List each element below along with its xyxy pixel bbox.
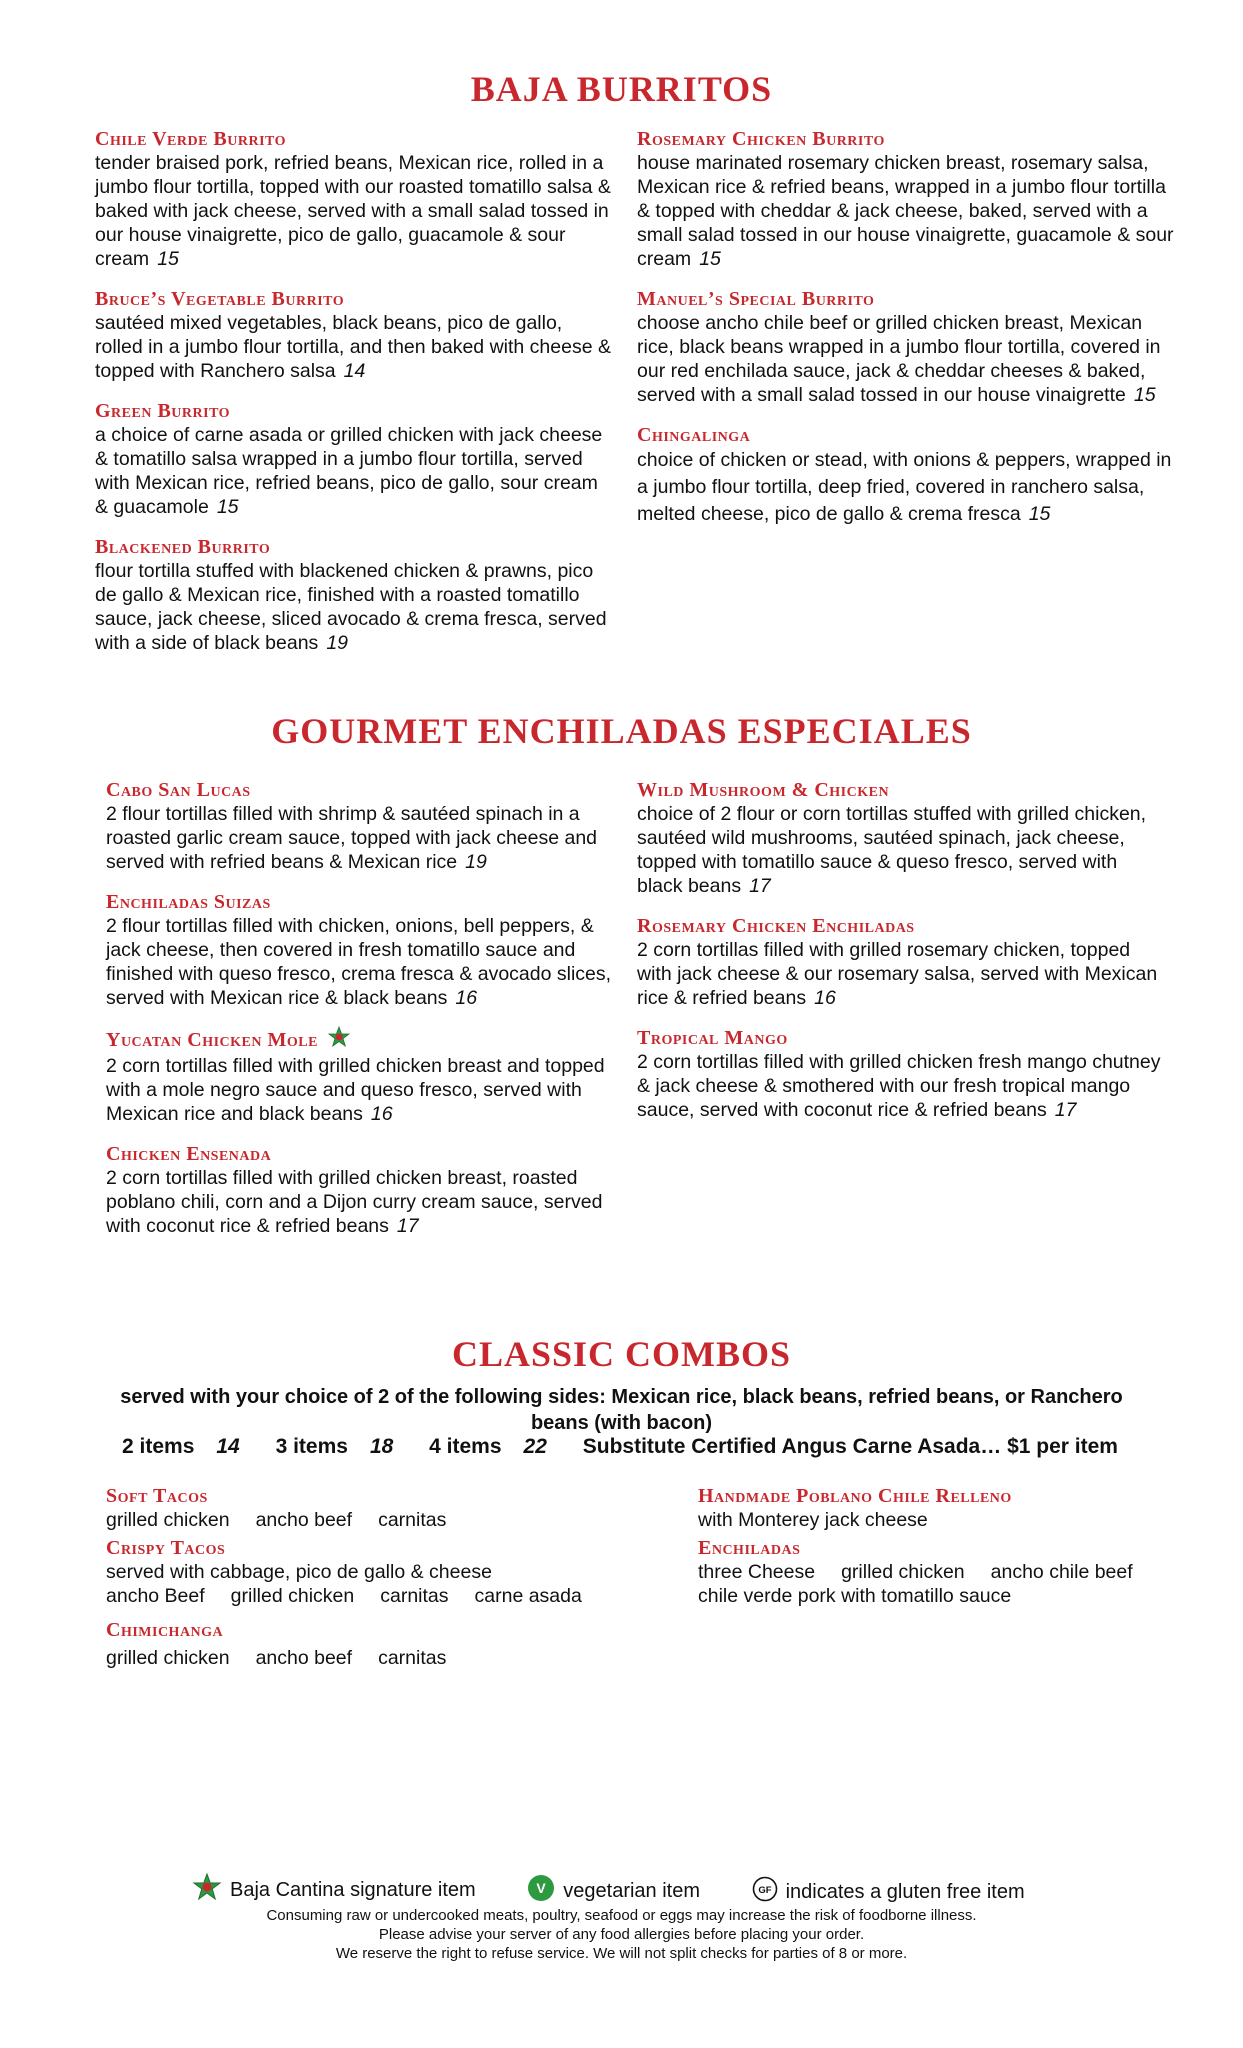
item-name: Bruce’s Vegetable Burrito <box>95 288 345 310</box>
item-name: Wild Mushroom & Chicken <box>637 779 890 801</box>
enchiladas-right-column <box>637 778 1167 1122</box>
item-description: a choice of carne asada or grilled chicken with jack cheese & tomatillo salsa wrapped in a jumbo flour tortilla, served with Mexican rice, refried beans, pico de gallo, sour cream & guacamole 15 <box>95 424 603 518</box>
item-note: served with cabbage, pico de gallo & cheese <box>106 1561 492 1583</box>
item-name: Chile Verde Burrito <box>95 128 287 150</box>
item-price: 16 <box>455 987 478 1009</box>
item-price: 16 <box>370 1103 393 1125</box>
item-description: 2 corn tortillas filled with grilled chicken breast and topped with a mole negro sauce and queso fresco, served with Mexican rice and black beans 16 <box>106 1055 605 1125</box>
item-options: three Cheese grilled chicken ancho chile beef <box>698 1561 1133 1583</box>
menu-item <box>95 127 615 271</box>
item-name: Green Burrito <box>95 400 231 422</box>
legend <box>192 1872 1071 1908</box>
svg-text:GF: GF <box>757 1885 772 1896</box>
menu-item <box>637 778 1167 898</box>
menu-item <box>637 287 1177 407</box>
item-price: 17 <box>749 875 771 897</box>
menu-item <box>106 890 616 1010</box>
item-name: Yucatan Chicken Mole <box>106 1026 616 1054</box>
legend-gluten-free: GF indicates a gluten free item <box>752 1876 1025 1908</box>
item-description: choice of 2 flour or corn tortillas stuffed with grilled chicken, sautéed wild mushrooms, sautéed spinach, jack cheese, topped with tomatillo sauce & queso fresco, served with black beans 17 <box>637 803 1147 897</box>
menu-item <box>95 535 615 655</box>
item-name: Chimichanga <box>106 1619 224 1641</box>
item-price: 16 <box>814 987 836 1009</box>
item-description: choose ancho chile beef or grilled chicken breast, Mexican rice, black beans wrapped in a jumbo flour tortilla, covered in our red enchilada sauce, jack & cheddar cheeses & baked, served with a small salad tossed in our house vinaigrette 15 <box>637 312 1161 406</box>
item-options: grilled chicken ancho beef carnitas <box>106 1647 447 1669</box>
disclaimer-line: We reserve the right to refuse service. We will not split checks for parties of 8 or more. <box>335 1945 908 1962</box>
item-name: Enchiladas <box>698 1537 801 1559</box>
menu-item <box>106 778 616 874</box>
menu-item <box>106 1142 616 1238</box>
menu-item <box>637 914 1167 1010</box>
item-name: Soft Tacos <box>106 1485 208 1507</box>
item-price: 15 <box>699 248 721 270</box>
item-description: 2 flour tortillas filled with shrimp & sautéed spinach in a roasted garlic cream sauce, topped with jack cheese and served with refried beans & Mexican rice 19 <box>106 803 598 873</box>
item-price: 15 <box>1133 384 1156 406</box>
item-price: 17 <box>396 1215 419 1237</box>
item-name: Manuel’s Special Burrito <box>637 288 875 310</box>
item-price: 19 <box>326 632 349 654</box>
item-name: Rosemary Chicken Enchiladas <box>637 915 915 937</box>
vegetarian-icon <box>527 1874 563 1908</box>
disclaimer-line: Please advise your server of any food allergies before placing your order. <box>378 1926 865 1943</box>
gluten-free-icon <box>752 1876 786 1908</box>
item-options: grilled chicken ancho beef carnitas <box>106 1509 447 1531</box>
item-name: Tropical Mango <box>637 1027 788 1049</box>
legend-vegetarian: V vegetarian item <box>527 1874 700 1908</box>
item-price: 19 <box>465 851 487 873</box>
legend-signature: Baja Cantina signature item <box>192 1872 476 1908</box>
item-description: choice of chicken or stead, with onions & peppers, wrapped in a jumbo flour tortilla, deep fried, covered in ranchero salsa, melted cheese, pico de gallo & crema fresca 15 <box>637 449 1172 525</box>
item-name: Rosemary Chicken Burrito <box>637 128 885 150</box>
combos-right-column <box>698 1484 1188 1608</box>
item-name: Chicken Ensenada <box>106 1143 272 1165</box>
menu-item <box>106 1026 616 1126</box>
menu-item <box>637 127 1177 271</box>
enchiladas-left-column <box>106 778 616 1238</box>
item-description: 2 corn tortillas filled with grilled chicken breast, roasted poblano chili, corn and a Dijon curry cream sauce, served with coconut rice & refried beans 17 <box>106 1167 603 1237</box>
enchiladas-title: GOURMET ENCHILADAS ESPECIALES <box>271 711 972 751</box>
item-price: 15 <box>216 496 239 518</box>
item-description: tender braised pork, refried beans, Mexican rice, rolled in a jumbo flour tortilla, topped with our roasted tomatillo salsa & baked with jack cheese, served with a small salad tossed in our house vinaigrette, pico de gallo, guacamole & sour cream 15 <box>95 152 611 270</box>
menu-item <box>637 1026 1167 1122</box>
item-description: house marinated rosemary chicken breast, rosemary salsa, Mexican rice & refried beans, wrapped in a jumbo flour tortilla & topped with cheddar & jack cheese, baked, served with a small salad tossed in our house vinaigrette, guacamole & sour cream 15 <box>637 152 1174 270</box>
item-name: Handmade Poblano Chile Relleno <box>698 1485 1012 1507</box>
combos-left-column <box>106 1484 666 1670</box>
signature-star-icon <box>192 1872 230 1908</box>
disclaimer-line: Consuming raw or undercooked meats, poultry, seafood or eggs may increase the risk of foodborne illness. <box>266 1907 977 1924</box>
signature-star-icon <box>328 1026 350 1054</box>
pricing-label: 4 items <box>429 1435 502 1458</box>
item-name: Enchiladas Suizas <box>106 891 271 913</box>
burritos-left-column <box>95 127 615 655</box>
pricing-price: 18 <box>369 1435 394 1458</box>
item-price: 15 <box>157 248 179 270</box>
item-description: 2 corn tortillas filled with grilled chicken fresh mango chutney & jack cheese & smothered with our fresh tropical mango sauce, served with coconut rice & refried beans 17 <box>637 1051 1161 1121</box>
burritos-title: BAJA BURRITOS <box>470 69 773 109</box>
burritos-right-column <box>637 127 1177 528</box>
pricing-label: 3 items <box>275 1435 348 1458</box>
item-description: 2 flour tortillas filled with chicken, onions, bell peppers, & jack cheese, then covered in fresh tomatillo sauce and finished with queso fresco, crema fresca & avocado slices, served with Mexican rice & black beans 16 <box>106 915 612 1009</box>
combo-pricing <box>122 1435 1118 1459</box>
pricing-price: 14 <box>216 1435 240 1458</box>
menu-item <box>95 399 615 519</box>
pricing-label: 2 items <box>122 1435 195 1458</box>
item-description: flour tortilla stuffed with blackened chicken & prawns, pico de gallo & Mexican rice, finished with a roasted tomatillo sauce, jack cheese, sliced avocado & crema fresca, served with a side of black beans 19 <box>95 560 607 654</box>
item-note: with Monterey jack cheese <box>698 1509 928 1531</box>
substitute-note: Substitute Certified Angus Carne Asada… $1 per item <box>582 1435 1118 1458</box>
combos-subtitle: served with your choice of 2 of the following sides: Mexican rice, black beans, refried beans, or Ranchero beans (with bacon) <box>120 1386 1123 1434</box>
menu-item <box>637 423 1177 528</box>
item-description: sautéed mixed vegetables, black beans, pico de gallo, rolled in a jumbo flour tortilla, and then baked with cheese & topped with Ranchero salsa 14 <box>95 312 611 382</box>
item-name: Crispy Tacos <box>106 1537 226 1559</box>
item-options: ancho Beef grilled chicken carnitas carne asada <box>106 1585 582 1607</box>
menu-item <box>95 287 615 383</box>
svg-text:V: V <box>536 1880 546 1896</box>
item-name: Cabo San Lucas <box>106 779 251 801</box>
item-note: chile verde pork with tomatillo sauce <box>698 1585 1012 1607</box>
item-description: 2 corn tortillas filled with grilled rosemary chicken, topped with jack cheese & our rosemary salsa, served with Mexican rice & refried beans 16 <box>637 939 1158 1009</box>
pricing-price: 22 <box>523 1435 547 1458</box>
item-price: 14 <box>343 360 366 382</box>
item-name: Blackened Burrito <box>95 536 271 558</box>
combos-title: CLASSIC COMBOS <box>451 1334 792 1374</box>
disclaimer <box>0 1906 1243 1963</box>
item-price: 17 <box>1054 1099 1077 1121</box>
item-name: Chingalinga <box>637 424 751 446</box>
item-price: 15 <box>1028 503 1051 525</box>
